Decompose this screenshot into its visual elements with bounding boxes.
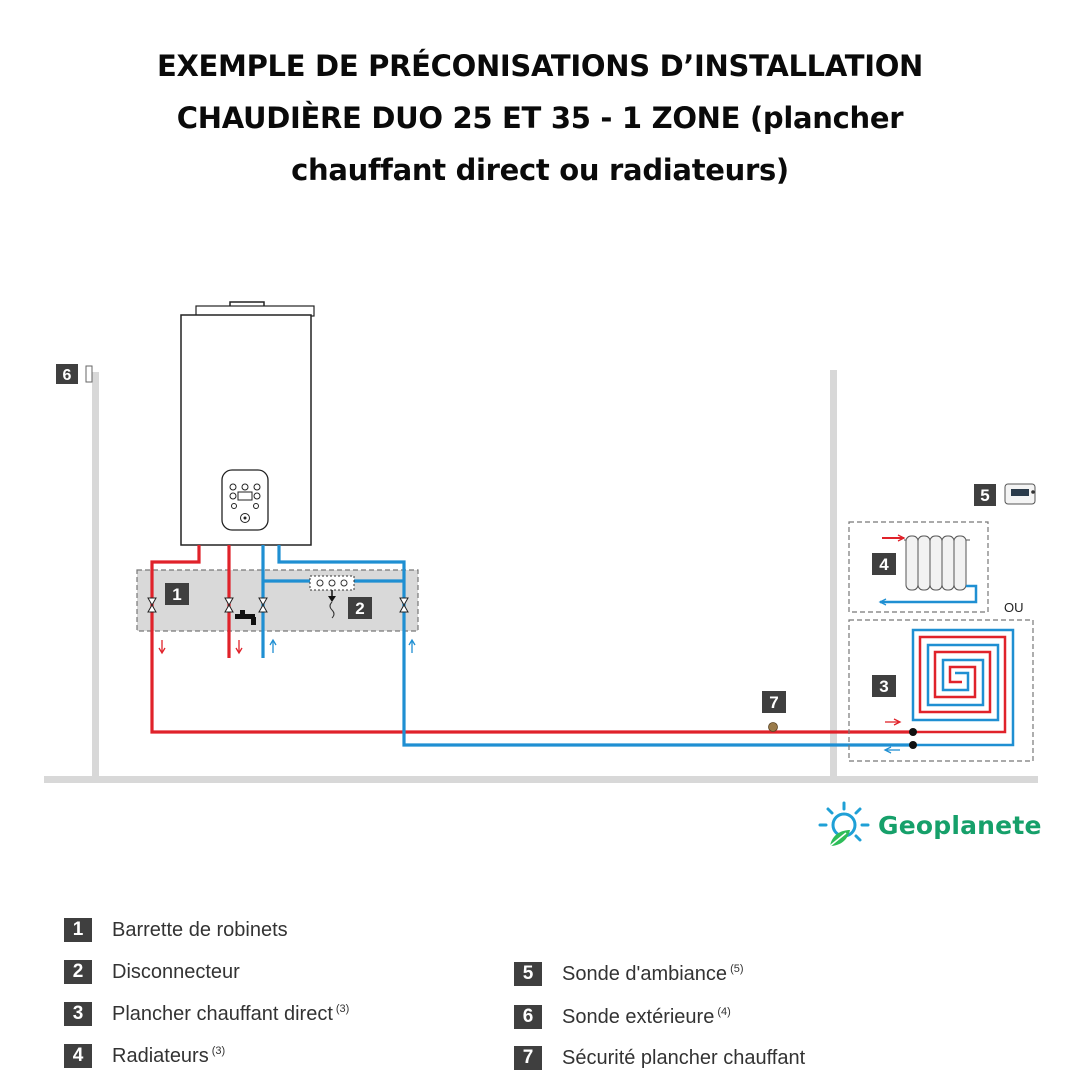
badge-4-label: 4 — [879, 555, 889, 574]
safety-thermostat — [769, 723, 778, 732]
title-line-3: chauffant direct ou radiateurs) — [291, 153, 789, 187]
legend-number: 3 — [64, 1002, 92, 1026]
title-line-1: EXEMPLE DE PRÉCONISATIONS D’INSTALLATION — [156, 49, 924, 83]
legend-note: (4) — [717, 1005, 731, 1018]
legend-number: 1 — [64, 918, 92, 942]
floor-heating-coil — [885, 630, 1013, 753]
legend-number: 6 — [514, 1005, 542, 1029]
sensor-icon — [86, 366, 92, 382]
legend-text: Barrette de robinets — [112, 918, 288, 941]
legend-text: Sonde d'ambiance — [562, 962, 728, 985]
badge-1-label: 1 — [172, 585, 182, 604]
brand-logo — [816, 800, 1042, 850]
legend-text: Sonde extérieure — [562, 1005, 715, 1028]
arrow-down-icon — [159, 640, 165, 653]
or-label: OU — [1004, 600, 1024, 615]
brand-name: Geoplanete — [878, 810, 1042, 840]
sun-leaf-icon — [816, 800, 872, 850]
legend-text: Plancher chauffant direct — [112, 1002, 333, 1025]
arrow-up-icon — [409, 640, 415, 653]
legend-item-4 — [64, 1044, 225, 1068]
legend-text: Sécurité plancher chauffant — [562, 1046, 806, 1069]
legend-item-2 — [64, 960, 240, 984]
right-wall — [830, 370, 837, 778]
badge-5-label: 5 — [980, 486, 990, 505]
legend-note: (3) — [335, 1002, 350, 1015]
legend-item-7 — [514, 1046, 805, 1070]
outdoor-sensor — [56, 364, 92, 384]
legend-item-1 — [64, 918, 288, 942]
left-wall — [92, 372, 99, 778]
boiler — [181, 302, 314, 545]
badge-3-label: 3 — [879, 677, 889, 696]
legend-note: (3) — [211, 1044, 226, 1057]
badge-2-label: 2 — [355, 599, 365, 618]
legend-note: (5) — [730, 962, 744, 975]
legend-number: 5 — [514, 962, 542, 986]
legend-text: Radiateurs — [112, 1044, 209, 1067]
legend-number: 7 — [514, 1046, 542, 1070]
arrow-down-icon — [236, 640, 242, 653]
floor — [44, 776, 1038, 783]
badge-6-label: 6 — [62, 367, 72, 384]
legend-number: 2 — [64, 960, 92, 984]
legend-item-5 — [514, 962, 744, 986]
legend-item-3 — [64, 1002, 349, 1026]
room-sensor-icon — [1005, 484, 1035, 504]
legend-item-6 — [514, 1005, 731, 1029]
badge-7-label: 7 — [769, 693, 779, 712]
arrow-up-icon — [270, 640, 276, 653]
legend-text: Disconnecteur — [112, 960, 240, 983]
legend-number: 4 — [64, 1044, 92, 1068]
title-line-2: CHAUDIÈRE DUO 25 ET 35 - 1 ZONE (plancher — [176, 101, 904, 135]
